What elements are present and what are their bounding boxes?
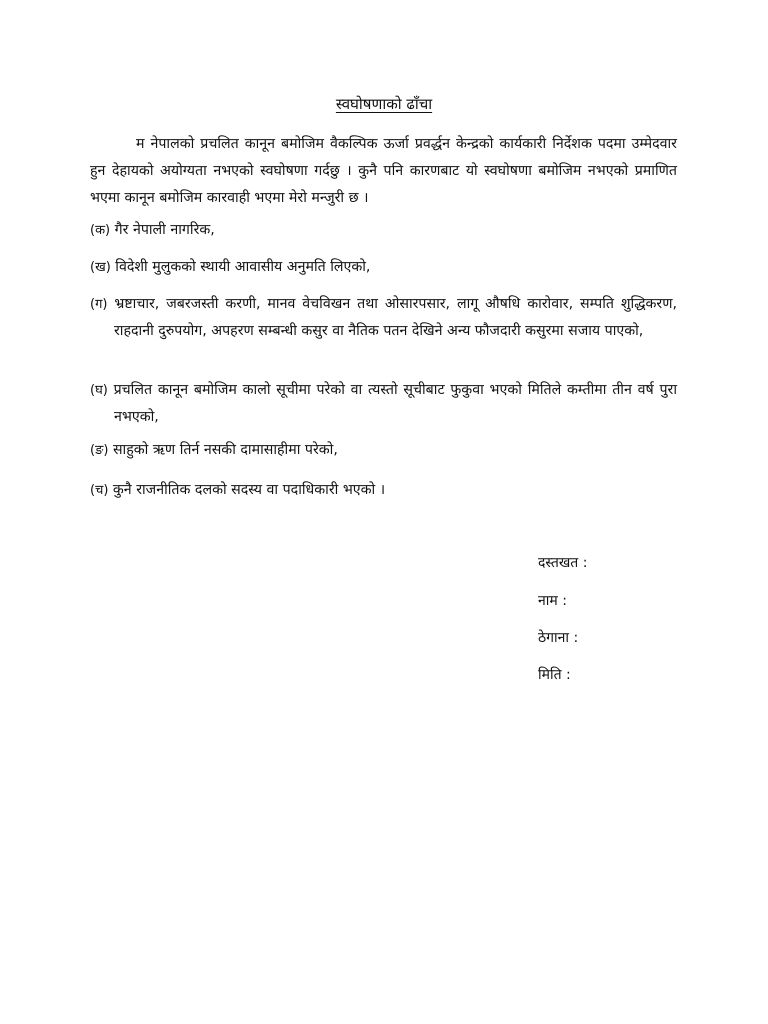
list-item-marker: (घ): [90, 383, 108, 398]
list-item-marker: (ग): [90, 297, 108, 312]
address-label: ठेगाना :: [538, 630, 579, 646]
document-title-text: स्वघोषणाको ढाँचा: [335, 95, 433, 113]
signature-label: दस्तखत :: [538, 555, 588, 571]
date-label: मिति :: [538, 667, 571, 683]
list-item: [90, 254, 677, 281]
list-item: [90, 477, 677, 504]
list-item: [90, 217, 677, 244]
list-item-text: विदेशी मुलुकको स्थायी आवासीय अनुमति लिएको,: [110, 259, 371, 275]
list-item: [90, 291, 677, 345]
list-item: [90, 437, 677, 464]
list-item-text: प्रचलित कानून बमोजिम कालो सूचीमा परेको वा त्यस्तो सूचीबाट फुकुवा भएको मितिले कम्तीमा तीन वर्ष पुरा नभएको,: [107, 382, 677, 425]
list-item-marker: (क): [90, 223, 111, 238]
list-item: [90, 377, 677, 431]
list-item-marker: (ख): [90, 260, 111, 275]
list-item-text: भ्रष्टाचार, जबरजस्ती करणी, मानव वेचविखन तथा ओसारपसार, लागू औषधि कारोवार, सम्पति शुद्धिकरण, राहदानी दुरुपयोग, अपहरण सम्बन्धी कसुर वा नैतिक पतन देखिने अन्य फौजदारी कसुरमा सजाय पाएको,: [107, 296, 677, 339]
intro-paragraph: म नेपालको प्रचलित कानून बमोजिम वैकल्पिक ऊर्जा प्रवर्द्धन केन्द्रको कार्यकारी निर्देशक पदमा उम्मेदवार हुन देहायको अयोग्यता नभएको स्वघोषणा गर्दछु । कुनै पनि कारणबाट यो स्वघोषणा बमोजिम नभएको प्रमाणित भएमा कानून बमोजिम कारवाही भएमा मेरो मन्जुरी छ ।: [90, 136, 677, 206]
list-item-marker: (च): [90, 483, 109, 498]
list-item-text: साहुको ऋण तिर्न नसकी दामासाहीमा परेको,: [108, 442, 338, 458]
name-label: नाम :: [538, 593, 567, 609]
list-item-marker: (ङ): [90, 443, 109, 458]
list-item-text: गैर नेपाली नागरिक,: [110, 222, 215, 238]
list-item-text: कुनै राजनीतिक दलको सदस्य वा पदाधिकारी भएको ।: [108, 482, 386, 498]
document-title: [0, 94, 768, 114]
